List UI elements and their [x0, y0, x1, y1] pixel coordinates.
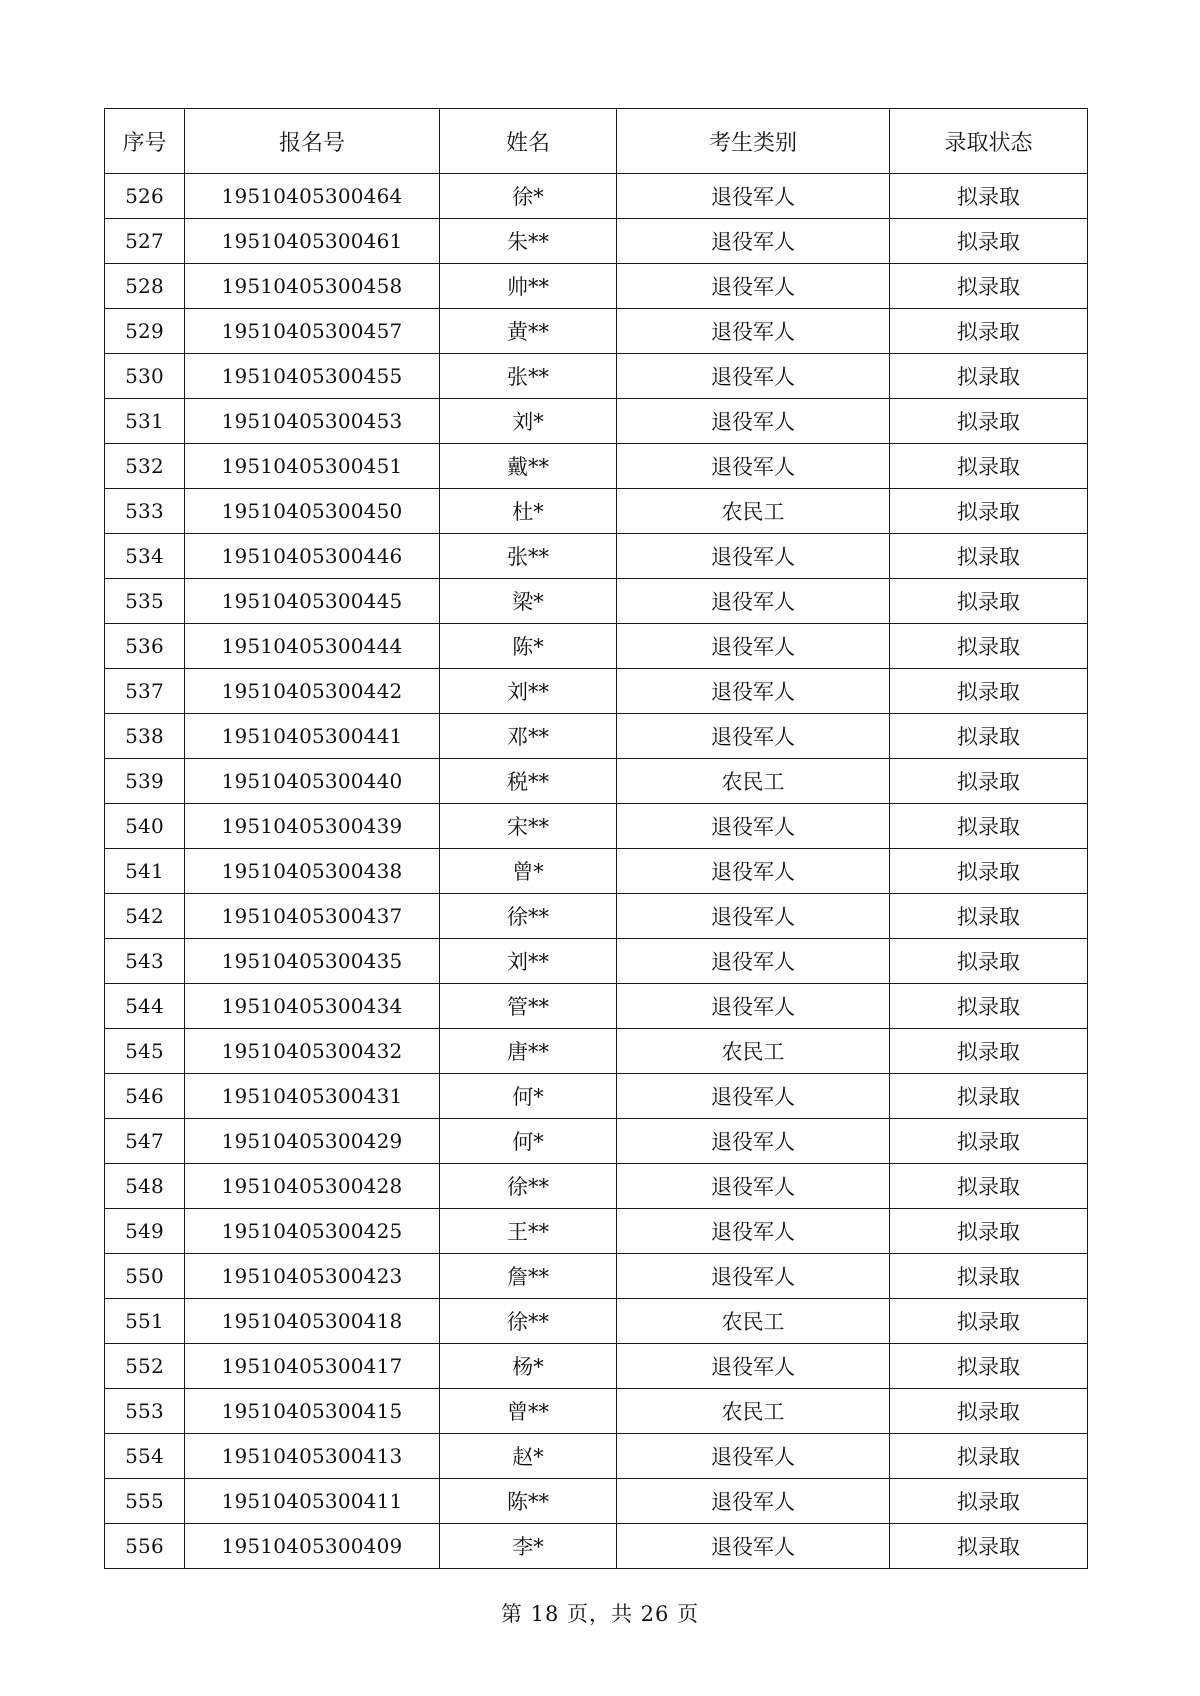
cell-name: 徐* — [440, 174, 617, 219]
cell-reg-no: 19510405300413 — [185, 1434, 440, 1479]
cell-status: 拟录取 — [890, 1524, 1088, 1569]
cell-reg-no: 19510405300418 — [185, 1299, 440, 1344]
cell-status: 拟录取 — [890, 534, 1088, 579]
cell-seq: 536 — [105, 624, 185, 669]
table-row — [105, 309, 1088, 354]
cell-status: 拟录取 — [890, 894, 1088, 939]
cell-status: 拟录取 — [890, 939, 1088, 984]
cell-status: 拟录取 — [890, 1029, 1088, 1074]
cell-seq: 535 — [105, 579, 185, 624]
cell-status: 拟录取 — [890, 579, 1088, 624]
cell-seq: 539 — [105, 759, 185, 804]
cell-reg-no: 19510405300435 — [185, 939, 440, 984]
cell-category: 退役军人 — [617, 399, 890, 444]
cell-name: 梁* — [440, 579, 617, 624]
cell-status: 拟录取 — [890, 489, 1088, 534]
table-row — [105, 1119, 1088, 1164]
cell-status: 拟录取 — [890, 1119, 1088, 1164]
cell-name: 曾** — [440, 1389, 617, 1434]
cell-reg-no: 19510405300441 — [185, 714, 440, 759]
cell-name: 徐** — [440, 1299, 617, 1344]
cell-reg-no: 19510405300425 — [185, 1209, 440, 1254]
cell-category: 退役军人 — [617, 1209, 890, 1254]
cell-reg-no: 19510405300411 — [185, 1479, 440, 1524]
cell-name: 邓** — [440, 714, 617, 759]
cell-reg-no: 19510405300450 — [185, 489, 440, 534]
cell-category: 退役军人 — [617, 444, 890, 489]
table-row — [105, 1254, 1088, 1299]
cell-name: 刘* — [440, 399, 617, 444]
cell-name: 赵* — [440, 1434, 617, 1479]
cell-status: 拟录取 — [890, 264, 1088, 309]
cell-reg-no: 19510405300439 — [185, 804, 440, 849]
table-row — [105, 759, 1088, 804]
table-row — [105, 1434, 1088, 1479]
table-row — [105, 1074, 1088, 1119]
cell-status: 拟录取 — [890, 1434, 1088, 1479]
cell-category: 退役军人 — [617, 939, 890, 984]
cell-reg-no: 19510405300440 — [185, 759, 440, 804]
table-row — [105, 1389, 1088, 1434]
cell-reg-no: 19510405300444 — [185, 624, 440, 669]
cell-seq: 554 — [105, 1434, 185, 1479]
cell-seq: 529 — [105, 309, 185, 354]
cell-reg-no: 19510405300431 — [185, 1074, 440, 1119]
cell-reg-no: 19510405300438 — [185, 849, 440, 894]
cell-status: 拟录取 — [890, 1074, 1088, 1119]
cell-name: 戴** — [440, 444, 617, 489]
cell-category: 农民工 — [617, 489, 890, 534]
table-row — [105, 399, 1088, 444]
cell-seq: 544 — [105, 984, 185, 1029]
header-name: 姓名 — [440, 109, 617, 174]
cell-status: 拟录取 — [890, 669, 1088, 714]
cell-category: 退役军人 — [617, 1524, 890, 1569]
cell-category: 农民工 — [617, 1299, 890, 1344]
cell-status: 拟录取 — [890, 1164, 1088, 1209]
cell-seq: 555 — [105, 1479, 185, 1524]
cell-seq: 538 — [105, 714, 185, 759]
cell-category: 退役军人 — [617, 534, 890, 579]
cell-name: 陈** — [440, 1479, 617, 1524]
cell-reg-no: 19510405300423 — [185, 1254, 440, 1299]
cell-category: 农民工 — [617, 759, 890, 804]
cell-name: 刘** — [440, 939, 617, 984]
cell-seq: 540 — [105, 804, 185, 849]
cell-status: 拟录取 — [890, 399, 1088, 444]
cell-seq: 542 — [105, 894, 185, 939]
header-category: 考生类别 — [617, 109, 890, 174]
cell-name: 杜* — [440, 489, 617, 534]
cell-seq: 537 — [105, 669, 185, 714]
cell-status: 拟录取 — [890, 804, 1088, 849]
cell-name: 刘** — [440, 669, 617, 714]
table-row — [105, 1344, 1088, 1389]
cell-category: 退役军人 — [617, 624, 890, 669]
cell-category: 退役军人 — [617, 1434, 890, 1479]
cell-category: 退役军人 — [617, 894, 890, 939]
cell-category: 退役军人 — [617, 804, 890, 849]
table-row — [105, 624, 1088, 669]
cell-seq: 530 — [105, 354, 185, 399]
cell-name: 黄** — [440, 309, 617, 354]
cell-status: 拟录取 — [890, 1254, 1088, 1299]
cell-reg-no: 19510405300415 — [185, 1389, 440, 1434]
cell-seq: 531 — [105, 399, 185, 444]
cell-seq: 532 — [105, 444, 185, 489]
table-row — [105, 1209, 1088, 1254]
table-row — [105, 354, 1088, 399]
cell-category: 退役军人 — [617, 1344, 890, 1389]
cell-category: 退役军人 — [617, 849, 890, 894]
cell-category: 退役军人 — [617, 309, 890, 354]
cell-name: 税** — [440, 759, 617, 804]
cell-reg-no: 19510405300417 — [185, 1344, 440, 1389]
cell-reg-no: 19510405300429 — [185, 1119, 440, 1164]
cell-category: 退役军人 — [617, 264, 890, 309]
cell-status: 拟录取 — [890, 174, 1088, 219]
table-row — [105, 849, 1088, 894]
cell-category: 退役军人 — [617, 1074, 890, 1119]
cell-seq: 550 — [105, 1254, 185, 1299]
header-seq: 序号 — [105, 109, 185, 174]
cell-seq: 552 — [105, 1344, 185, 1389]
cell-category: 退役军人 — [617, 219, 890, 264]
cell-reg-no: 19510405300455 — [185, 354, 440, 399]
cell-seq: 553 — [105, 1389, 185, 1434]
cell-name: 管** — [440, 984, 617, 1029]
cell-name: 陈* — [440, 624, 617, 669]
cell-reg-no: 19510405300428 — [185, 1164, 440, 1209]
cell-seq: 547 — [105, 1119, 185, 1164]
table-row — [105, 804, 1088, 849]
cell-name: 詹** — [440, 1254, 617, 1299]
cell-category: 农民工 — [617, 1029, 890, 1074]
cell-status: 拟录取 — [890, 1344, 1088, 1389]
cell-status: 拟录取 — [890, 1389, 1088, 1434]
cell-status: 拟录取 — [890, 444, 1088, 489]
cell-reg-no: 19510405300451 — [185, 444, 440, 489]
cell-name: 张** — [440, 354, 617, 399]
cell-seq: 527 — [105, 219, 185, 264]
header-reg-no: 报名号 — [185, 109, 440, 174]
cell-seq: 533 — [105, 489, 185, 534]
table-body — [105, 174, 1088, 1569]
cell-reg-no: 19510405300434 — [185, 984, 440, 1029]
cell-reg-no: 19510405300461 — [185, 219, 440, 264]
table-row — [105, 489, 1088, 534]
cell-name: 何* — [440, 1074, 617, 1119]
cell-status: 拟录取 — [890, 984, 1088, 1029]
cell-reg-no: 19510405300453 — [185, 399, 440, 444]
cell-seq: 528 — [105, 264, 185, 309]
table-row — [105, 1524, 1088, 1569]
cell-status: 拟录取 — [890, 354, 1088, 399]
table-row — [105, 669, 1088, 714]
cell-status: 拟录取 — [890, 219, 1088, 264]
cell-category: 退役军人 — [617, 1164, 890, 1209]
cell-name: 李* — [440, 1524, 617, 1569]
cell-reg-no: 19510405300446 — [185, 534, 440, 579]
cell-name: 王** — [440, 1209, 617, 1254]
cell-category: 退役军人 — [617, 1254, 890, 1299]
cell-status: 拟录取 — [890, 759, 1088, 804]
cell-category: 退役军人 — [617, 669, 890, 714]
cell-reg-no: 19510405300432 — [185, 1029, 440, 1074]
cell-category: 退役军人 — [617, 579, 890, 624]
cell-reg-no: 19510405300458 — [185, 264, 440, 309]
cell-category: 退役军人 — [617, 174, 890, 219]
table-row — [105, 1299, 1088, 1344]
cell-reg-no: 19510405300437 — [185, 894, 440, 939]
cell-seq: 543 — [105, 939, 185, 984]
cell-status: 拟录取 — [890, 1209, 1088, 1254]
cell-seq: 548 — [105, 1164, 185, 1209]
cell-seq: 541 — [105, 849, 185, 894]
header-row — [105, 109, 1088, 174]
table-row — [105, 174, 1088, 219]
cell-seq: 545 — [105, 1029, 185, 1074]
cell-status: 拟录取 — [890, 849, 1088, 894]
header-status: 录取状态 — [890, 109, 1088, 174]
table-row — [105, 219, 1088, 264]
cell-status: 拟录取 — [890, 309, 1088, 354]
cell-reg-no: 19510405300457 — [185, 309, 440, 354]
table-row — [105, 1029, 1088, 1074]
cell-category: 退役军人 — [617, 1119, 890, 1164]
cell-seq: 534 — [105, 534, 185, 579]
page-footer: 第 18 页，共 26 页 — [500, 1602, 700, 1626]
admission-table — [104, 108, 1088, 1569]
cell-category: 退役军人 — [617, 714, 890, 759]
cell-name: 朱** — [440, 219, 617, 264]
cell-status: 拟录取 — [890, 1479, 1088, 1524]
cell-category: 退役军人 — [617, 984, 890, 1029]
table-row — [105, 1164, 1088, 1209]
cell-seq: 551 — [105, 1299, 185, 1344]
table-row — [105, 534, 1088, 579]
table-row — [105, 579, 1088, 624]
table-row — [105, 714, 1088, 759]
cell-category: 退役军人 — [617, 354, 890, 399]
cell-reg-no: 19510405300445 — [185, 579, 440, 624]
cell-name: 何* — [440, 1119, 617, 1164]
cell-seq: 546 — [105, 1074, 185, 1119]
table-row — [105, 894, 1088, 939]
cell-reg-no: 19510405300464 — [185, 174, 440, 219]
cell-status: 拟录取 — [890, 714, 1088, 759]
table-row — [105, 444, 1088, 489]
cell-reg-no: 19510405300442 — [185, 669, 440, 714]
cell-name: 唐** — [440, 1029, 617, 1074]
table-row — [105, 264, 1088, 309]
cell-status: 拟录取 — [890, 1299, 1088, 1344]
cell-seq: 549 — [105, 1209, 185, 1254]
table-row — [105, 939, 1088, 984]
cell-name: 张** — [440, 534, 617, 579]
table-row — [105, 1479, 1088, 1524]
table-header — [105, 109, 1088, 174]
cell-name: 徐** — [440, 1164, 617, 1209]
cell-seq: 526 — [105, 174, 185, 219]
cell-name: 曾* — [440, 849, 617, 894]
table-row — [105, 984, 1088, 1029]
cell-name: 杨* — [440, 1344, 617, 1389]
cell-status: 拟录取 — [890, 624, 1088, 669]
cell-category: 农民工 — [617, 1389, 890, 1434]
cell-category: 退役军人 — [617, 1479, 890, 1524]
cell-name: 宋** — [440, 804, 617, 849]
cell-reg-no: 19510405300409 — [185, 1524, 440, 1569]
cell-name: 帅** — [440, 264, 617, 309]
cell-name: 徐** — [440, 894, 617, 939]
cell-seq: 556 — [105, 1524, 185, 1569]
